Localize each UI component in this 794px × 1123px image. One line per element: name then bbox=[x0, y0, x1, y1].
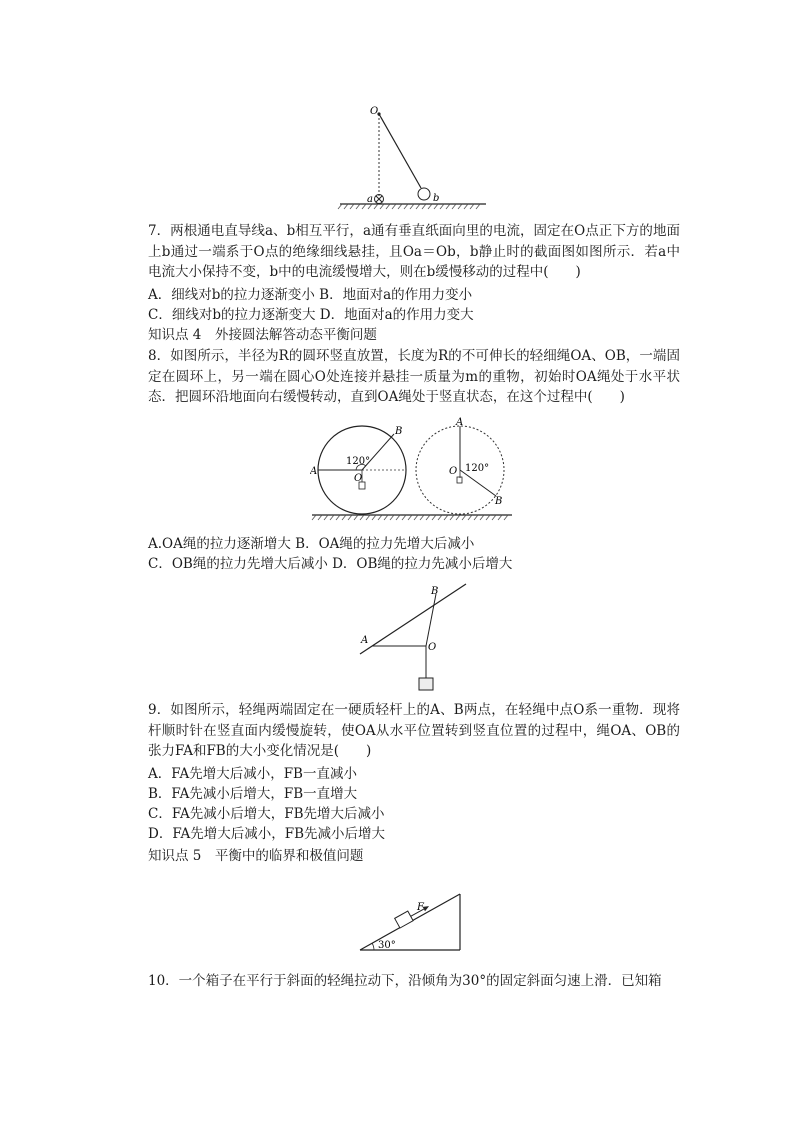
fig8-label-O: O bbox=[354, 473, 363, 484]
fig8-label-B: B bbox=[395, 426, 403, 437]
figure-q9 bbox=[354, 582, 474, 694]
fig8-angle-2: 120° bbox=[465, 463, 490, 474]
figure-q7 bbox=[336, 104, 486, 214]
q8-options-ab: A.OA绳的拉力逐渐增大 B．OA绳的拉力先增大后减小 bbox=[148, 536, 475, 552]
figure-q10 bbox=[356, 892, 466, 956]
fig8-label-O2: O bbox=[449, 466, 458, 477]
q9-option-b: B．FA先减小后增大，FB一直增大 bbox=[148, 786, 358, 802]
q7-options-cd: C．细线对b的拉力逐渐变大 D．地面对a的作用力变大 bbox=[148, 307, 474, 323]
fig7-label-b: b bbox=[433, 193, 440, 204]
fig8-label-A: A bbox=[310, 466, 318, 477]
q8-stem: 8．如图所示，半径为R的圆环竖直放置，长度为R的不可伸长的轻细绳OA、OB，一端固定在圆环上，另一端在圆心O处连接并悬挂一质量为m的重物，初始时OA绳处于水平状态．把圆环沿地面向右缓慢转动，直到OA绳处于竖直状态，在这个过程中( ) bbox=[148, 348, 680, 405]
fig8-label-B2: B bbox=[495, 496, 503, 507]
fig8-label-A2: A bbox=[456, 417, 464, 428]
q7-stem: 7．两根通电直导线a、b相互平行，a通有垂直纸面向里的电流，固定在O点正下方的地面上b通过一端系于O点的绝缘细线悬挂，且Oa＝Ob，b静止时的截面图如图所示．若a中电流大小保持不变，b中的电流缓慢增大，则在b缓慢移动的过程中( ) bbox=[148, 223, 680, 280]
knowledge-point-4: 知识点 4 外接圆法解答动态平衡问题 bbox=[148, 327, 377, 343]
fig9-label-A: A bbox=[361, 635, 369, 646]
fig10-angle: 30° bbox=[378, 940, 396, 951]
q7-options-ab: A．细线对b的拉力逐渐变小 B．地面对a的作用力变小 bbox=[148, 287, 473, 303]
fig8-angle-1: 120° bbox=[346, 456, 371, 467]
q9-option-d: D．FA先增大后减小，FB先减小后增大 bbox=[148, 826, 386, 842]
fig9-label-B: B bbox=[431, 586, 439, 597]
q9-option-a: A．FA先增大后减小，FB一直减小 bbox=[148, 766, 357, 782]
fig10-label-F: F bbox=[417, 902, 424, 913]
figure-q8 bbox=[310, 416, 514, 524]
q9-option-c: C．FA先减小后增大，FB先增大后减小 bbox=[148, 806, 385, 822]
q9-stem: 9．如图所示，轻绳两端固定在一硬质轻杆上的A、B两点，在轻绳中点O系一重物．现将杆顺时针在竖直面内缓慢旋转，使OA从水平位置转到竖直位置的过程中，绳OA、OB的张力FA和FB的大小变化情况是( ) bbox=[148, 702, 680, 759]
fig7-label-O: O bbox=[370, 106, 379, 117]
knowledge-point-5: 知识点 5 平衡中的临界和极值问题 bbox=[148, 848, 364, 864]
q8-options-cd: C．OB绳的拉力先增大后减小 D．OB绳的拉力先减小后增大 bbox=[148, 556, 513, 572]
fig7-label-a: a bbox=[367, 194, 373, 205]
fig9-label-O: O bbox=[428, 642, 437, 653]
q10-stem: 10．一个箱子在平行于斜面的轻绳拉动下，沿倾角为30°的固定斜面匀速上滑．已知箱 bbox=[148, 973, 662, 989]
